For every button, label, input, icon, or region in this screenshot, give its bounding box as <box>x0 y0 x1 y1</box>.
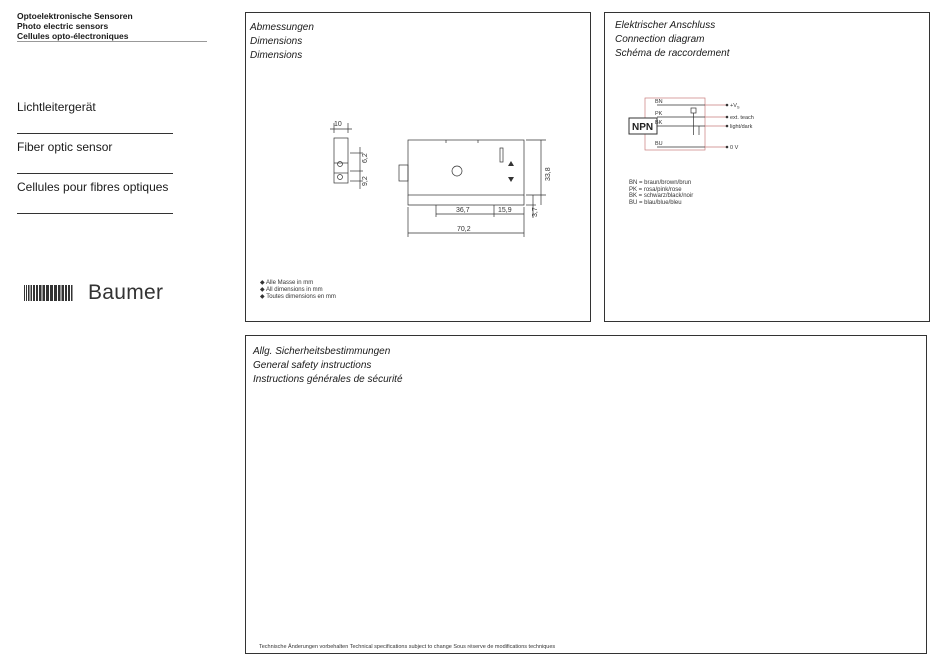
header-line-en: Photo electric sensors <box>17 21 109 31</box>
dim-15-9: 15,9 <box>498 207 512 214</box>
dim-9-2: 9,2 <box>362 176 369 186</box>
header-line-de: Optoelektronische Sensoren <box>17 11 133 21</box>
dimensions-title <box>250 21 314 63</box>
baumer-logo-icon <box>24 281 82 305</box>
connection-title-en: Connection diagram <box>615 34 705 45</box>
footer-disclaimer: Technische Änderungen vorbehalten Technical specifications subject to change Sous réserve de modifications techniques <box>259 644 556 650</box>
dimension-notes <box>260 280 336 301</box>
dim-3-7: 3,7 <box>532 207 539 217</box>
dimensions-title-fr: Dimensions <box>250 50 303 61</box>
connection-panel <box>604 12 930 322</box>
legend-bn: BN = braun/brown/brun <box>629 180 692 186</box>
product-divider-1 <box>17 133 173 134</box>
teach-resistor <box>691 108 696 113</box>
header-line-fr: Cellules opto-électroniques <box>17 31 129 41</box>
dim-6-2: 6,2 <box>362 153 369 163</box>
side-view-port-lower <box>338 175 343 180</box>
teach-button <box>452 166 462 176</box>
wire-pk: PK <box>655 111 663 117</box>
note-fr: ◆ Toutes dimensions en mm <box>260 294 336 300</box>
housing-body <box>408 140 524 195</box>
note-de: ◆ Alle Masse in mm <box>260 280 314 286</box>
legend-pk: PK = rosa/pink/rose <box>629 186 682 193</box>
dimension-drawing <box>246 93 590 273</box>
baumer-logo <box>24 281 164 305</box>
product-name-fr: Cellules pour fibres optiques <box>17 180 169 194</box>
safety-title-de: Allg. Sicherheitsbestimmungen <box>253 346 391 357</box>
dimensions-title-de: Abmessungen <box>250 22 314 33</box>
safety-title-en: General safety instructions <box>253 360 372 371</box>
dimensions-title-en: Dimensions <box>250 36 303 47</box>
side-view-port-upper <box>338 162 343 167</box>
safety-title-fr: Instructions générales de sécurité <box>253 374 403 385</box>
wire-bn: BN <box>655 99 663 105</box>
safety-panel <box>245 335 927 654</box>
dim-70-2: 70,2 <box>457 226 471 233</box>
dimensions-panel <box>245 12 591 322</box>
safety-title <box>253 345 403 387</box>
brand-name: Baumer <box>88 281 164 304</box>
legend-bk: BK = schwarz/black/noir <box>629 193 694 199</box>
wire-bk: BK <box>655 120 663 126</box>
terminal-vs: $+V_S$ <box>730 103 740 110</box>
header-divider <box>17 41 207 42</box>
wire-color-legend <box>629 180 693 206</box>
product-name-de: Lichtleitergerät <box>17 100 96 114</box>
dim-33-8: 33,8 <box>545 167 552 181</box>
product-name-en: Fiber optic sensor <box>17 140 113 154</box>
product-divider-3 <box>17 213 173 214</box>
terminal-light-dark: light/dark <box>730 124 753 130</box>
legend-bu: BU = blau/blue/bleu <box>629 199 682 206</box>
document-header <box>17 11 133 41</box>
side-view-body <box>334 138 348 183</box>
indicator-slot <box>500 148 503 162</box>
dim-width-10: 10 <box>334 121 342 128</box>
connection-title-de: Elektrischer Anschluss <box>615 20 716 31</box>
up-arrow-icon <box>508 161 514 166</box>
npn-label: NPN <box>632 122 654 133</box>
wire-bu: BU <box>655 141 663 147</box>
wiring-diagram <box>623 95 783 165</box>
terminal-teach: ext. teach <box>730 115 754 121</box>
dim-36-7: 36,7 <box>456 207 470 214</box>
terminal-0v: 0 V <box>730 145 739 151</box>
fiber-connector <box>399 165 408 181</box>
product-divider-2 <box>17 173 173 174</box>
connection-title <box>615 19 730 61</box>
down-arrow-icon <box>508 177 514 182</box>
note-en: ◆ All dimensions in mm <box>260 287 323 293</box>
connection-title-fr: Schéma de raccordement <box>615 48 730 59</box>
